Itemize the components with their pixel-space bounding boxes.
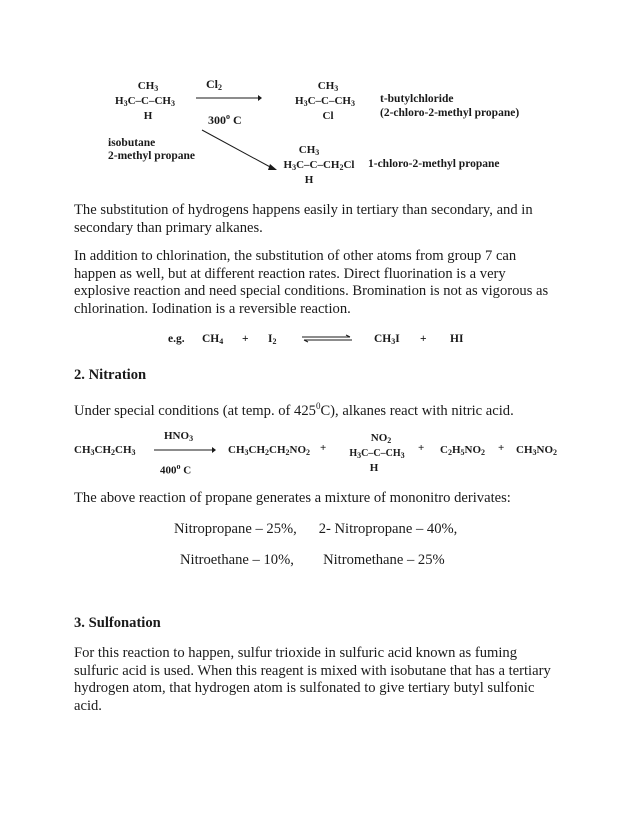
p2-top: $NO_2$ xyxy=(370,432,392,445)
nitration-condition: 400$^o$ C xyxy=(160,462,192,477)
nitration-reactant: $CH_3CH_2CH_3$ xyxy=(74,444,136,457)
nitric-acid-reagent: $HNO_3$ xyxy=(164,430,194,443)
reaction-arrow-1 xyxy=(196,94,262,102)
isobutane-bot: H xyxy=(143,110,153,122)
chlorination-condition: 300$^o$ C xyxy=(208,112,242,127)
paragraph-substitution: The substitution of hydrogens happens easily in tertiary than secondary, and in secondary than primary alkanes. xyxy=(74,202,533,236)
isobutane-top: $CH_3$ xyxy=(137,80,159,93)
iodination-reactant1: $CH_4$ xyxy=(202,333,224,346)
nitration-plus1: + xyxy=(320,442,327,454)
iodination-equation xyxy=(168,333,478,351)
p2-mid: $H_3C-C-CH_3$ xyxy=(349,448,405,460)
nitration-product4: $CH_3NO_2$ xyxy=(516,444,557,457)
product2-bot: H xyxy=(304,174,314,186)
nitration-product2 xyxy=(342,432,412,475)
isobutane-name-line1: isobutane xyxy=(108,137,156,149)
product1-mid: $H_3C-C-CH_3$ xyxy=(295,95,355,108)
iodination-reactant2: $I_2$ xyxy=(268,333,277,346)
isobutane-mid: $H_3C-C-CH_3$ xyxy=(115,95,175,108)
iodination-product1: $CH_3I$ xyxy=(374,333,400,346)
eg-label: e.g. xyxy=(168,333,185,345)
product1-top: $CH_3$ xyxy=(317,80,339,93)
product1-name xyxy=(380,92,519,120)
product1-bot: Cl xyxy=(322,110,334,122)
paragraph-mixture: The above reaction of propane generates a mixture of mononitro derivates: xyxy=(74,490,511,506)
chlorine-reagent: $Cl_2$ xyxy=(206,77,222,92)
paragraph-halogenation: In addition to chlorination, the substitution of other atoms from group 7 can happen as well, but at different reaction rates. Direct fluorination is a very explosive reaction and need special conditions. Bromination is not as vigorous as chlorination. Iodination is a reversible reaction. xyxy=(74,248,549,317)
nitration-product3: $C_2H_5NO_2$ xyxy=(440,444,486,457)
nitration-plus3: + xyxy=(498,442,505,454)
product1-name-line1: t-butylchloride xyxy=(380,93,454,105)
product1-name-line2: (2-chloro-2-methyl propane) xyxy=(380,107,520,119)
degree-superscript: 0 xyxy=(315,401,321,411)
nitration-text-end: C), alkanes react with nitric acid. xyxy=(320,402,514,419)
heading-nitration: 2. Nitration xyxy=(74,367,147,383)
isobutane-name xyxy=(108,137,195,163)
nitration-arrow xyxy=(154,446,216,454)
product2-name: 1-chloro-2-methyl propane xyxy=(368,158,500,170)
product1-structure xyxy=(288,80,368,123)
paragraph-sulfonation: For this reaction to happen, sulfur trioxide in sulfuric acid known as fuming sulfuric acid is used. When this reagent is mixed with isobutane that has a tertiary hydrogen atom, that hydrogen atom is sulfonated to give tertiary butyl sulfonic acid. xyxy=(74,645,551,714)
yield-line-1: Nitropropane – 25%, 2- Nitropropane – 40%, xyxy=(174,521,458,537)
product2-structure xyxy=(274,144,364,187)
p2-bot: H xyxy=(369,462,379,474)
iodination-plus2: + xyxy=(420,333,427,345)
nitration-plus2: + xyxy=(418,442,425,454)
nitration-text-start: Under special conditions (at temp. of 425 xyxy=(74,402,316,419)
yield-line-2: Nitroethane – 10%, Nitromethane – 25% xyxy=(180,552,445,568)
product2-mid: $H_3C-C-CH_2Cl$ xyxy=(283,159,355,172)
iodination-plus1: + xyxy=(242,333,249,345)
paragraph-nitration xyxy=(74,398,560,420)
iodination-product2: HI xyxy=(450,333,464,345)
isobutane-name-line2: 2-methyl propane xyxy=(108,150,195,162)
equilibrium-arrow xyxy=(302,335,352,343)
heading-sulfonation: 3. Sulfonation xyxy=(74,615,161,631)
nitration-equation xyxy=(74,430,564,476)
nitration-product1: $CH_3CH_2CH_2NO_2$ xyxy=(228,444,310,457)
product2-top: $CH_3$ xyxy=(298,144,320,157)
isobutane-structure xyxy=(108,80,188,123)
